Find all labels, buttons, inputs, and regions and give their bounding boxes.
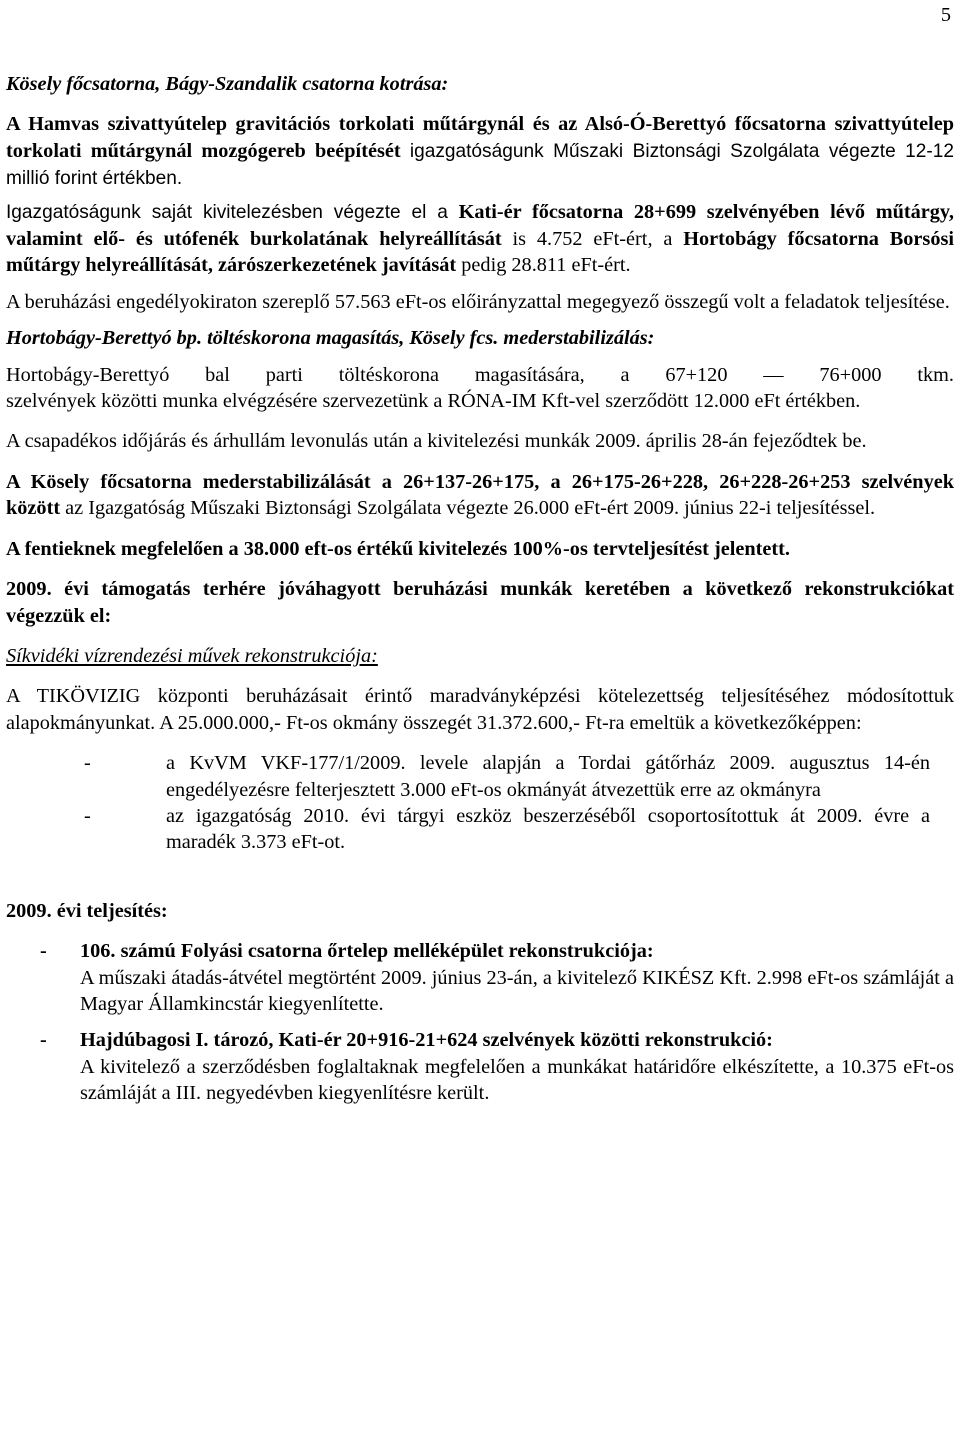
paragraph-mederstab-rest: az Igazgatóság Műszaki Biztonsági Szolgálata végezte 26.000 eFt-ért 2009. június 22-i teljesítéssel. — [65, 497, 876, 520]
list-item-text: A kivitelező a szerződésben foglaltaknak megfelelően a munkákat határidőre elkészítette, a 10.375 eFt-os számláját a III. negyedévben kiegyenlítésre került. — [80, 1055, 954, 1105]
paragraph-toltes-line1 — [6, 362, 954, 388]
performance-list — [6, 938, 954, 1106]
modification-list — [6, 750, 954, 856]
paragraph-sajat-t3: pedig 28.811 eFt-ért. — [461, 254, 631, 277]
paragraph-toltes-rest: szelvények közötti munka elvégzésére szervezetünk a RÓNA-IM Kft-vel szerződött 12.000 eFt értékben. — [6, 390, 861, 413]
list-item — [6, 938, 954, 1017]
paragraph-tikovizig: A TIKÖVIZIG központi beruházásait érintő maradványképzési kötelezettség teljesítéséhez módosítottuk alapokmányunkat. A 25.000.000,- Ft-os okmány összegét 31.372.600,- Ft-ra emeltük a következőképpen: — [6, 685, 954, 734]
list-item — [6, 1027, 954, 1106]
paragraph-toltes-line1-text: Hortobágy-Berettyó bal parti töltéskorona magasítására, a 67+120 — 76+000 tkm. — [6, 363, 954, 386]
paragraph-sajat-t1: Igazgatóságunk saját kivitelezésben végezte el a — [6, 201, 448, 223]
document-body — [6, 71, 954, 1107]
paragraph-mozgogereb-bold: A Hamvas szivattyútelep gravitációs torkolati műtárgynál és az Alsó-Ó-Berettyó főcsatorna szivattyútelep torkolati műtárgynál mozgógereb beépítését — [6, 113, 954, 162]
paragraph-mederstab-bold: A Kösely főcsatorna mederstabilizálását a 26+137-26+175, a 26+175-26+228, 26+228-26+253 szelvények között — [6, 470, 954, 520]
paragraph-sajat-t2: is 4.752 eFt-ért, a — [512, 228, 673, 251]
paragraph-mozgogereb — [6, 111, 954, 192]
list-item: - az igazgatóság 2010. évi tárgyi eszköz beszerzéséből csoportosítottuk át 2009. évre a maradék 3.373 eFt-ot. — [6, 803, 930, 856]
paragraph-summary: A fentieknek megfelelően a 38.000 eft-os értékű kivitelezés 100%-os tervteljesítést jelentett. — [6, 537, 790, 560]
section-heading-rekonstrukcio: Síkvidéki vízrendezési művek rekonstrukciója: — [6, 644, 378, 667]
list-item-title: - 106. számú Folyási csatorna őrtelep melléképület rekonstrukciója: — [80, 940, 654, 963]
paragraph-sajat-kivitelezes — [6, 199, 954, 279]
paragraph-mozgogereb-rest: igazgatóságunk Műszaki Biztonsági Szolgálata végezte 12-12 millió forint értékben. — [6, 140, 955, 190]
list-item-text: A műszaki átadás-átvétel megtörtént 2009. június 23-án, a kivitelező KIKÉSZ Kft. 2.998 eFt-os számláját a Magyar Államkincstár kiegyenlítette. — [80, 966, 954, 1015]
paragraph-tamogatas: 2009. évi támogatás terhére jóváhagyott beruházási munkák keretében a következő rekonstrukciókat végezzük el: — [6, 578, 954, 627]
page-number: 5 — [940, 4, 951, 26]
paragraph-sajat-b2: Hortobágy főcsatorna Borsósi műtárgy helyreállítását, zárószerkezetének javítását — [6, 228, 954, 277]
list-item-title: - Hajdúbagosi I. tározó, Kati-ér 20+916-21+624 szelvények közötti rekonstrukció: — [80, 1029, 773, 1052]
paragraph-csapadekos: A csapadékos időjárás és árhullám levonulás után a kivitelezési munkák 2009. április 28-án fejeződtek be. — [6, 430, 867, 453]
section-heading-kotras: Kösely főcsatorna, Bágy-Szandalik csatorna kotrása: — [6, 73, 449, 95]
section-heading-teljesites: 2009. évi teljesítés: — [6, 899, 168, 922]
section-heading-toltes: Hortobágy-Berettyó bp. töltéskorona magasítás, Kösely fcs. mederstabilizálás: — [6, 327, 655, 350]
paragraph-beruhazasi: A beruházási engedélyokiraton szereplő 57.563 eFt-os előirányzattal megegyező összegű volt a feladatok teljesítése. — [6, 290, 950, 313]
paragraph-mederstabilizalas — [6, 469, 954, 522]
list-item: - a KvVM VKF-177/1/2009. levele alapján a Tordai gátőrház 2009. augusztus 14-én engedélyezésre felterjesztett 3.000 eFt-os okmányát átvezettük erre az okmányra — [6, 750, 930, 803]
paragraph-sajat-b1: Kati-ér főcsatorna 28+699 szelvényében lévő műtárgy, valamint elő- és utófenék burkolatának helyreállítását — [6, 200, 954, 251]
